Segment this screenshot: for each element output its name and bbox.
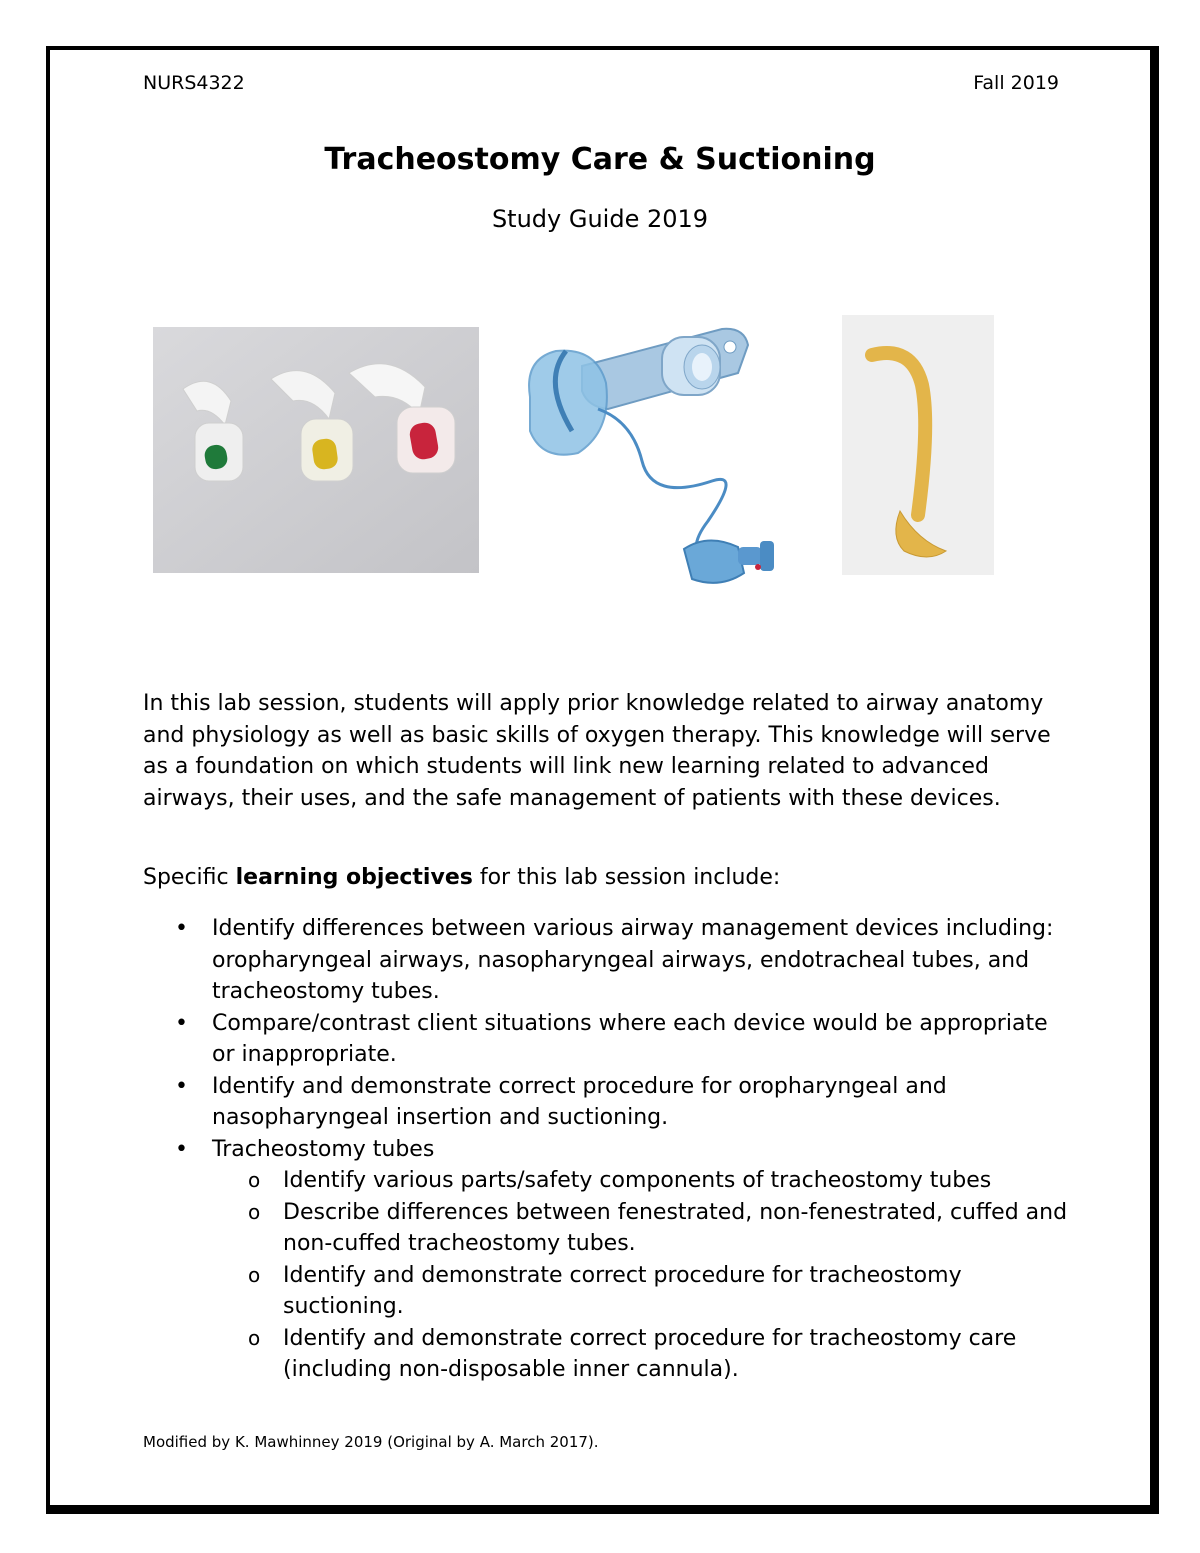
objective-text: Identify and demonstrate correct procedure for oropharyngeal and nasopharyngeal insertion and suctioning. — [212, 1073, 947, 1130]
list-item — [212, 1323, 1073, 1386]
subobjective-text: Describe differences between fenestrated, non-fenestrated, cuffed and non-cuffed tracheostomy tubes. — [283, 1199, 1068, 1256]
oropharyngeal-airways-photo — [153, 327, 479, 573]
sub-bullet-icon: o — [248, 1168, 261, 1192]
objective-text: Compare/contrast client situations where each device would be appropriate or inappropriate. — [212, 1010, 1048, 1067]
objective-text: Identify differences between various airway management devices including: oropharyngeal airways, nasopharyngeal airways, endotracheal tubes, and tracheostomy tubes. — [212, 916, 1054, 1004]
sub-bullet-icon: o — [248, 1325, 261, 1350]
sub-bullet-icon: o — [248, 1199, 261, 1224]
list-item — [143, 913, 1073, 1008]
tracheostomy-tube-icon — [529, 329, 774, 583]
footer-credit: Modified by K. Mawhinney 2019 (Original by A. March 2017). — [143, 1433, 599, 1451]
list-item — [212, 1165, 1073, 1197]
tracheostomy-tube-photo — [512, 311, 802, 611]
course-code: NURS4322 — [143, 72, 245, 94]
bullet-icon: • — [175, 1136, 188, 1162]
bullet-icon: • — [175, 1010, 188, 1036]
objectives-lead-prefix: Specific — [143, 865, 236, 890]
objectives-lead-bold: learning objectives — [235, 865, 473, 890]
sub-bullet-icon: o — [248, 1262, 261, 1287]
list-item — [143, 1071, 1073, 1134]
subobjective-text: Identify and demonstrate correct procedure for tracheostomy suctioning. — [283, 1262, 962, 1319]
list-item — [212, 1260, 1073, 1323]
objectives-list — [143, 913, 1073, 1386]
term-label: Fall 2019 — [973, 72, 1059, 94]
trach-subobjectives-list — [212, 1165, 1073, 1386]
intro-paragraph: In this lab session, students will apply prior knowledge related to airway anatomy and physiology as well as basic skills of oxygen therapy. This knowledge will serve as a foundation on which students will link new learning related to advanced airways, their uses, and the safe management of patients with these devices. — [143, 691, 1051, 811]
page-title: Tracheostomy Care & Suctioning — [324, 142, 876, 177]
list-item — [143, 1008, 1073, 1071]
objective-text: Tracheostomy tubes — [212, 1136, 435, 1162]
subobjective-text: Identify and demonstrate correct procedure for tracheostomy care (including non-disposable inner cannula). — [283, 1325, 1017, 1382]
objectives-lead-suffix: for this lab session include: — [472, 865, 781, 890]
objectives-lead — [143, 862, 1073, 894]
nasopharyngeal-airway-photo — [842, 315, 994, 575]
bullet-icon: • — [175, 1073, 188, 1099]
subobjective-text: Identify various parts/safety components of tracheostomy tubes — [283, 1168, 992, 1193]
list-item — [143, 1134, 1073, 1386]
page-subtitle: Study Guide 2019 — [491, 205, 709, 233]
list-item — [212, 1197, 1073, 1260]
bullet-icon: • — [175, 916, 188, 941]
